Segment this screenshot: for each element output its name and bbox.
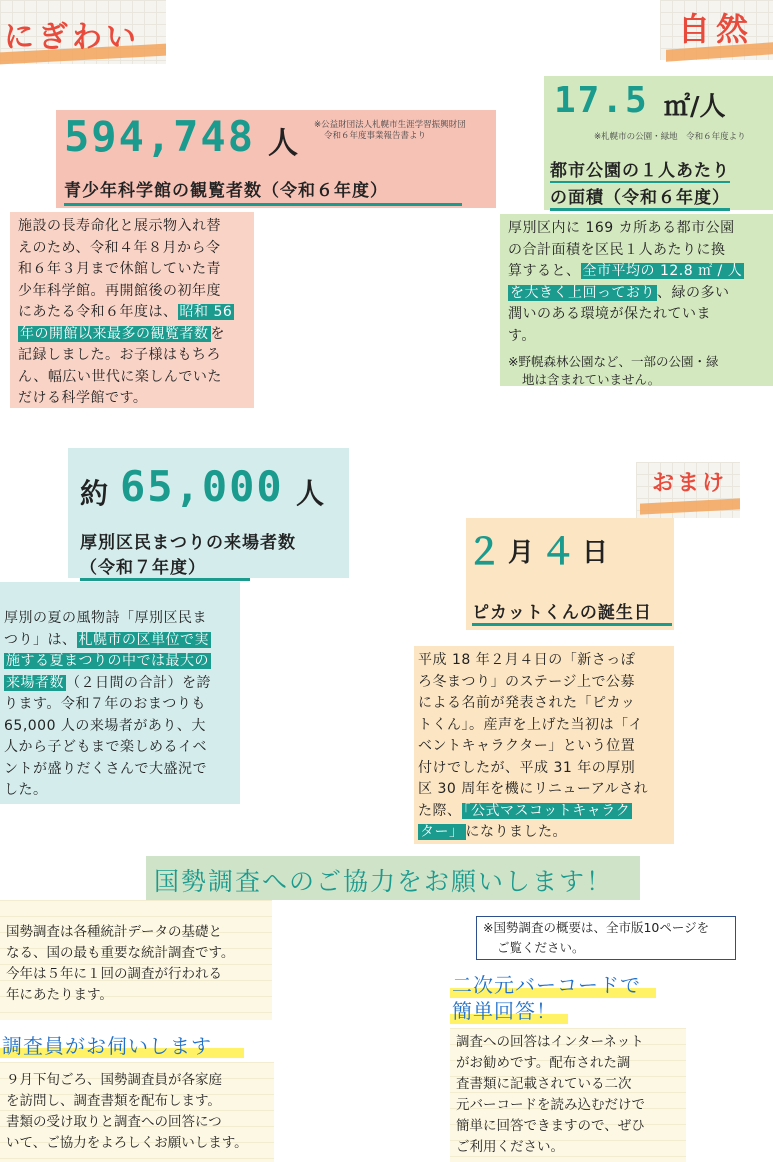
census-intro (0, 900, 272, 1020)
stat-label: 青少年科学館の観覧者数（令和６年度） (64, 176, 462, 206)
highlight-text: ター」 (420, 824, 464, 840)
qr-body-text: 調査への回答はインターネット がお勧めです。配布された調 査書類に記載されている二次 元バーコードを読み込むだけで 簡単に回答できますので、ぜひ ご利用ください。 (456, 1034, 645, 1155)
stat-body-science-museum (10, 212, 254, 408)
stat-header-mascot (466, 518, 674, 630)
stat-label: 厚別区民まつりの来場者数 （令和７年度） (80, 528, 342, 581)
visit-body (0, 1062, 274, 1162)
stat-unit-day: 日 (582, 538, 609, 568)
stat-unit: 人 (296, 477, 325, 510)
tag-label: 自然 (678, 10, 755, 48)
qr-body (450, 1028, 686, 1162)
census-banner (146, 856, 640, 900)
stat-label: 都市公園の１人あたり の面積（令和６年度） (550, 156, 772, 211)
highlight-text: 施する夏まつりの中では最大の (6, 653, 209, 669)
body-text: 厚別の夏の風物詩「厚別区民ま つり」は、 札幌市の区単位で実 施する夏まつりの中では最大の 来場者数 （２日間の合計）を誇 ります。令和７年のおまつりも 65,000 人の来場者があり、大 人から子どもまで楽しめるイベ ントが盛りだくさんで大盛況で した。 (4, 610, 211, 798)
stat-unit-month: 月 (508, 538, 535, 568)
visit-body-text: ９月下旬ごろ、国勢調査員が各家庭 を訪問し、調査書類を配布します。 書類の受け取りと調査への回答につ いて、ご協力をよろしくお願いします。 (6, 1072, 248, 1151)
highlight-text: 来場者数 (6, 674, 64, 691)
visit-heading-text: 調査員がお伺いします (2, 1034, 212, 1058)
census-note-box: ※国勢調査の概要は、全市版10ページを ご覧ください。 (476, 916, 736, 960)
stat-body-park-area (500, 214, 773, 386)
highlight-text: 「公式マスコットキャラク (463, 802, 631, 819)
stat-number-month: ２ (466, 532, 505, 573)
stat-source: ※公益財団法人札幌市生涯学習振興財団 令和６年度事業報告書より (314, 120, 466, 142)
stat-number: 17.5 (554, 80, 649, 121)
highlight-text: 全市平均の 12.8 ㎡ / 人 (582, 263, 743, 279)
stat-number-day: ４ (540, 532, 579, 573)
stat-label: ピカットくんの誕生日 (472, 598, 672, 626)
highlight-text: を大きく上回っており (510, 284, 655, 301)
stat-number: 65,000 (120, 462, 284, 511)
stat-note: ※野幌森林公園など、一部の公園・緑 地は含まれていません。 (508, 354, 719, 387)
stat-source: ※札幌市の公園・緑地 令和６年度より (594, 132, 746, 142)
stat-header-park-area (544, 76, 773, 210)
highlight-text: 昭和 56 (179, 304, 233, 320)
qr-heading (450, 968, 660, 1028)
stat-body-festival (0, 582, 240, 804)
tag-label: にぎわい (4, 20, 140, 55)
stat-unit: 人 (268, 126, 298, 161)
stat-body-mascot (414, 646, 674, 844)
section-tag-shizen (660, 0, 773, 60)
stat-unit: ㎡/人 (664, 92, 726, 122)
highlight-text: 札幌市の区単位で実 (78, 631, 209, 648)
stat-header-festival (68, 448, 349, 578)
body-text: 平成 18 年２月４日の「新さっぽ ろ冬まつり」のステージ上で公募 による名前が発表された「ピカッ トくん」。産声を上げた当初は「イ ベントキャラクター」という位置 付けでしたが、平成 31 年の厚別 区 30 周年を機にリニューアルされ た際、 「公式マスコットキャラク ター」 になりました。 (418, 652, 649, 840)
stat-header-science-museum (56, 110, 496, 208)
body-text: 厚別区内に 169 カ所ある都市公園 の合計面積を区民１人あたりに換 算すると、 全市平均の 12.8 ㎡ / 人 を大きく上回っており 、緑の多い 潤いのある環境が保たれていま す。 (508, 220, 743, 344)
qr-heading-text: 二次元バーコードで 簡単回答！ (452, 973, 641, 1023)
tag-underline (640, 498, 740, 514)
section-tag-omake (636, 462, 740, 518)
highlight-text: 年の開館以来最多の観覧者数 (20, 325, 209, 342)
stat-prefix: 約 (80, 477, 109, 510)
tag-label: おまけ (652, 471, 728, 496)
census-intro-text: 国勢調査は各種統計データの基礎と なる、国の最も重要な統計調査です。 今年は５年に１回の調査が行われる 年にあたります。 (6, 924, 235, 1003)
visit-heading (0, 1026, 244, 1062)
body-text: 施設の長寿命化と展示物入れ替 えのため、令和４年８月から令 和６年３月まで休館していた青 少年科学館。再開館後の初年度 にあたる令和６年度は、 昭和 56 年の開館以来最多の観覧者数 を 記録しました。お子様はもちろ ん、幅広い世代に楽しんでいた だける科学館です。 (18, 218, 233, 406)
stat-number: 594,748 (64, 112, 256, 161)
section-tag-nigiwai (0, 0, 166, 64)
census-banner-title: 国勢調査へのご協力をお願いします！ (154, 867, 614, 896)
